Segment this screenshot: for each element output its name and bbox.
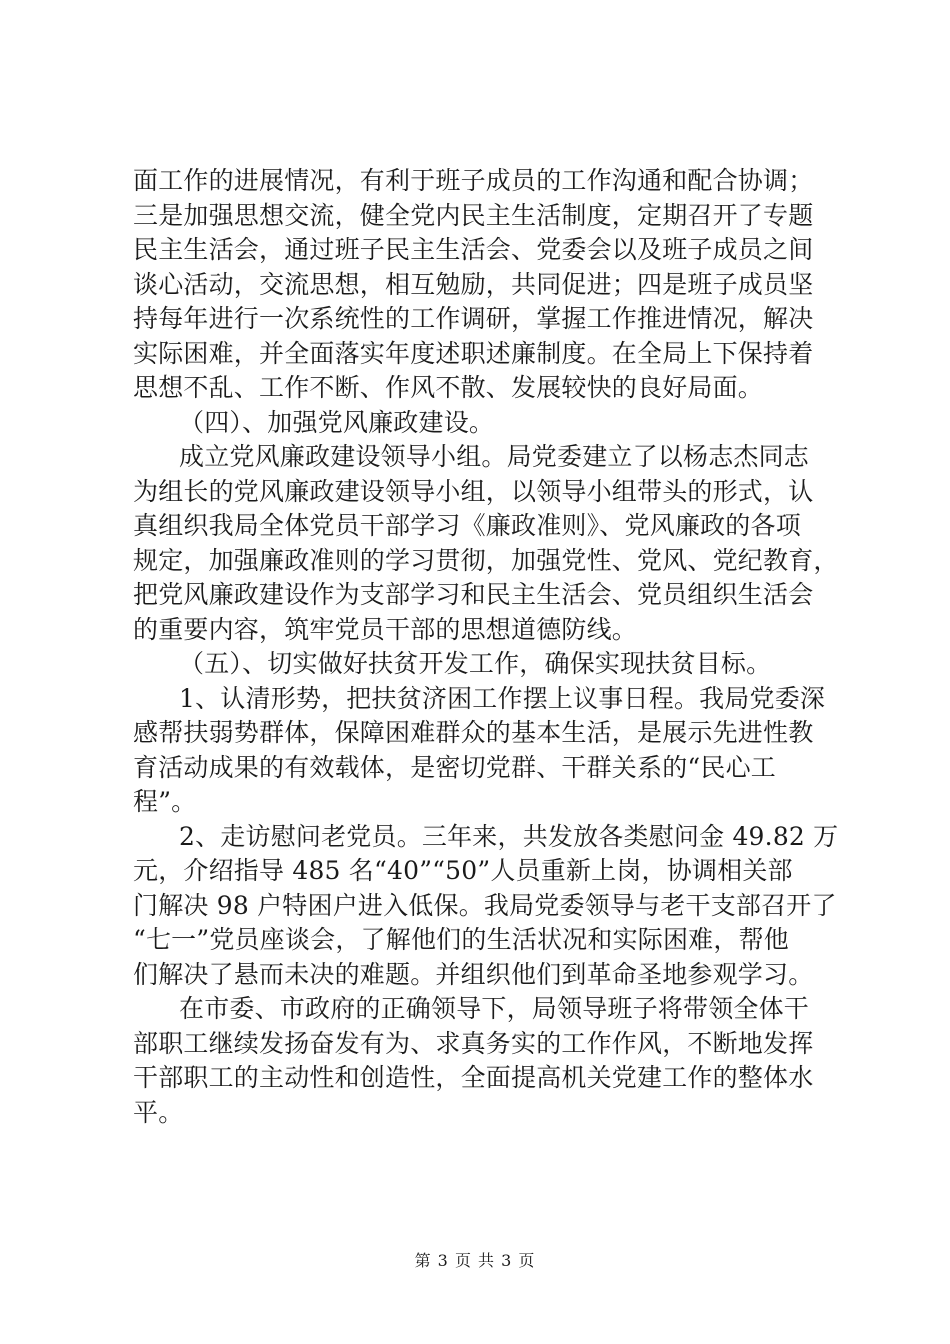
- text-line: 们解决了悬而未决的难题。并组织他们到革命圣地参观学习。: [133, 959, 814, 989]
- text-line: “七一”党员座谈会，了解他们的生活状况和实际困难，帮他: [133, 925, 789, 954]
- text-line: 规定，加强廉政准则的学习贯彻，加强党性、党风、党纪教育，: [133, 545, 839, 575]
- text-line: 实际困难，并全面落实年度述职述廉制度。在全局上下保持着: [133, 338, 814, 368]
- text-line: 谈心活动，交流思想，相互勉励，共同促进；四是班子成员坚: [133, 269, 814, 299]
- text-line: 在市委、市政府的正确领导下，局领导班子将带领全体干: [179, 994, 810, 1023]
- text-line: 平。: [133, 1097, 184, 1127]
- text-line: 为组长的党风廉政建设领导小组，以领导小组带头的形式，认: [133, 476, 814, 506]
- text-line: 部职工继续发扬奋发有为、求真务实的工作作风，不断地发挥: [133, 1028, 814, 1058]
- text-line: 民主生活会，通过班子民主生活会、党委会以及班子成员之间: [133, 235, 814, 264]
- text-line: 干部职工的主动性和创造性，全面提高机关党建工作的整体水: [133, 1063, 814, 1092]
- document-body: [133, 164, 839, 1130]
- text-line: 持每年进行一次系统性的工作调研，掌握工作推进情况，解决: [133, 304, 814, 333]
- text-line: 把党风廉政建设作为支部学习和民主生活会、党员组织生活会: [133, 580, 814, 609]
- text-line: 程”。: [133, 787, 197, 816]
- text-line: 面工作的进展情况，有利于班子成员的工作沟通和配合协调；: [133, 166, 814, 195]
- text-line: 的重要内容，筑牢党员干部的思想道德防线。: [133, 614, 638, 644]
- text-line: 2、走访慰问老党员。三年来，共发放各类慰问金 49.82 万: [179, 821, 839, 851]
- text-line: 感帮扶弱势群体，保障困难群众的基本生活，是展示先进性教: [133, 718, 814, 747]
- text-line: 真组织我局全体党员干部学习《廉政准则》、党风廉政的各项: [133, 511, 801, 540]
- section-heading: （五）、切实做好扶贫开发工作，确保实现扶贫目标。: [179, 649, 772, 678]
- text-line: 育活动成果的有效载体，是密切党群、干群关系的“民心工: [133, 752, 776, 782]
- text-line: 门解决 98 户特困户进入低保。我局党委领导与老干支部召开了: [133, 890, 837, 920]
- text-line: 成立党风廉政建设领导小组。局党委建立了以杨志杰同志: [179, 442, 810, 471]
- section-heading: （四）、加强党风廉政建设。: [179, 407, 495, 437]
- text-line: 元，介绍指导 485 名“40”“50”人员重新上岗，协调相关部: [133, 856, 793, 885]
- text-line: 1、认清形势，把扶贫济困工作摆上议事日程。我局党委深: [179, 683, 826, 713]
- text-line: 三是加强思想交流，健全党内民主生活制度，定期召开了专题: [133, 200, 814, 230]
- text-line: 思想不乱、工作不断、作风不散、发展较快的良好局面。: [133, 373, 764, 402]
- page-footer: 第 3 页 共 3 页: [414, 1251, 536, 1270]
